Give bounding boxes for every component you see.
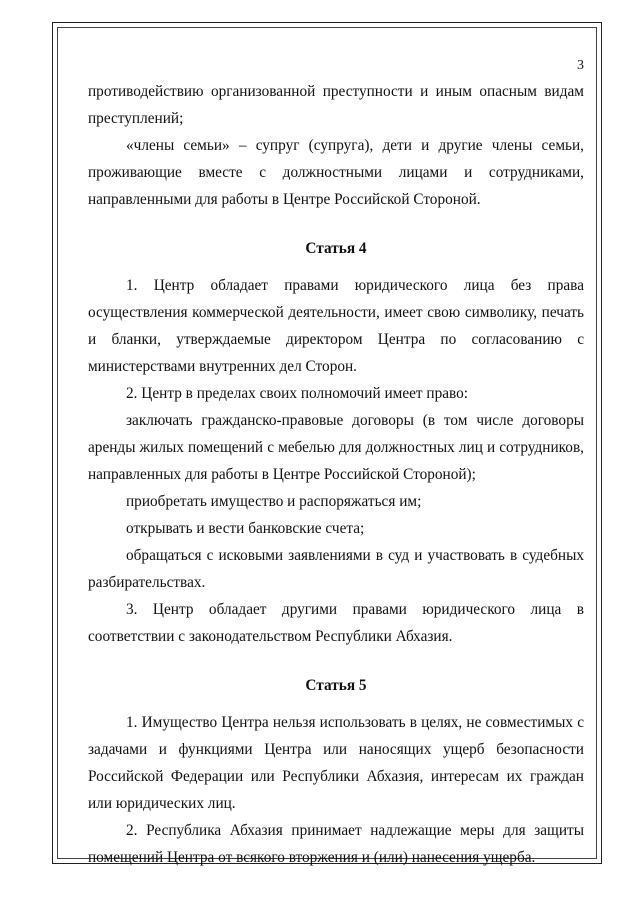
document-content bbox=[88, 56, 584, 871]
article-4-clause-1: 1. Центр обладает правами юридического лица без права осуществления коммерческой деятельности, имеет свою символику, печать и бланки, утверждаемые директором Центра по согласованию с министерствами внутренних дел Сторон. bbox=[88, 277, 584, 375]
article-4-clause-2: 2. Центр в пределах своих полномочий имеет право: bbox=[126, 385, 469, 402]
article-4-right-property: приобретать имущество и распоряжаться им; bbox=[126, 493, 422, 510]
article-5-clause-1: 1. Имущество Центра нельзя использовать в целях, не совместимых с задачами и функциями Центра или наносящих ущерб безопасности Российской Федерации или Республики Абхазия, интересам их граждан или юридических лиц. bbox=[88, 714, 584, 812]
paragraph-continued: противодействию организованной преступности и иным опасным видам преступлений; bbox=[88, 83, 584, 127]
article-4-right-lawsuits: обращаться с исковыми заявлениями в суд и участвовать в судебных разбирательствах. bbox=[88, 547, 584, 591]
article-5-heading: Статья 5 bbox=[305, 677, 367, 694]
page-number: 3 bbox=[577, 58, 584, 73]
article-4-right-contracts: заключать гражданско-правовые договоры (в том числе договоры аренды жилых помещений с мебелью для должностных лиц и сотрудников, направленных для работы в Центре Российской Стороной); bbox=[88, 412, 584, 483]
article-4-right-bank-accounts: открывать и вести банковские счета; bbox=[126, 520, 365, 537]
article-4-heading: Статья 4 bbox=[305, 240, 367, 257]
article-4-clause-3: 3. Центр обладает другими правами юридического лица в соответствии с законодательством Республики Абхазия. bbox=[88, 601, 584, 645]
paragraph-family-members: «члены семьи» – супруг (супруга), дети и другие члены семьи, проживающие вместе с должностными лицами и сотрудниками, направленными для работы в Центре Российской Стороной. bbox=[88, 137, 584, 208]
body-text bbox=[88, 56, 584, 871]
article-5-clause-2: 2. Республика Абхазия принимает надлежащие меры для защиты помещений Центра от всякого вторжения и (или) нанесения ущерба. bbox=[88, 822, 584, 866]
